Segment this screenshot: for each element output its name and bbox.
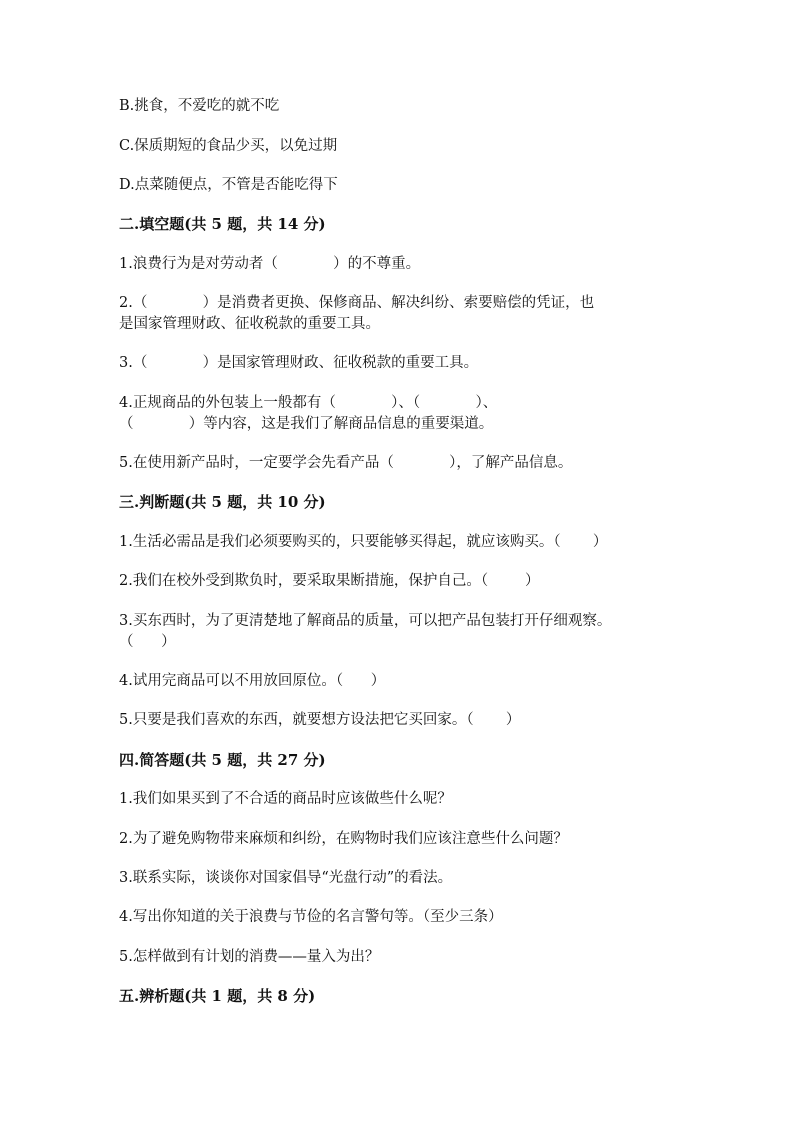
fill-blank-question-4-continued: （ ）等内容，这是我们了解商品信息的重要渠道。 <box>119 416 494 432</box>
true-false-question-3-continued: （ ） <box>119 634 176 650</box>
section-heading-fill-blank: 二.填空题(共 5 题，共 14 分) <box>119 215 326 233</box>
option-b: B.挑食，不爱吃的就不吃 <box>119 98 280 114</box>
short-answer-question-1: 1.我们如果买到了不合适的商品时应该做些什么呢？ <box>119 791 452 807</box>
true-false-question-3: 3.买东西时，为了更清楚地了解商品的质量，可以把产品包装打开仔细观察。 <box>119 613 612 629</box>
true-false-question-4: 4.试用完商品可以不用放回原位。（ ） <box>119 673 386 689</box>
fill-blank-question-3: 3.（ ）是国家管理财政、征收税款的重要工具。 <box>119 355 479 371</box>
fill-blank-question-4: 4.正规商品的外包装上一般都有（ ）、（ ）、 <box>119 395 498 411</box>
true-false-question-2: 2.我们在校外受到欺负时，要采取果断措施，保护自己。（ ） <box>119 573 540 589</box>
short-answer-question-4: 4.写出你知道的关于浪费与节俭的名言警句等。（至少三条） <box>119 909 503 925</box>
short-answer-question-2: 2.为了避免购物带来麻烦和纠纷，在购物时我们应该注意些什么问题？ <box>119 831 568 847</box>
short-answer-question-3: 3.联系实际，谈谈你对国家倡导“光盘行动”的看法。 <box>119 870 453 886</box>
short-answer-question-5: 5.怎样做到有计划的消费——量入为出？ <box>119 949 380 965</box>
fill-blank-question-2-continued: 是国家管理财政、征收税款的重要工具。 <box>119 316 380 332</box>
true-false-question-1: 1.生活必需品是我们必须要购买的，只要能够买得起，就应该购买。（ ） <box>119 534 608 550</box>
section-heading-true-false: 三.判断题(共 5 题，共 10 分) <box>119 493 326 511</box>
fill-blank-question-5: 5.在使用新产品时，一定要学会先看产品（ ），了解产品信息。 <box>119 455 573 471</box>
section-heading-short-answer: 四.简答题(共 5 题，共 27 分) <box>119 751 326 769</box>
option-d: D.点菜随便点，不管是否能吃得下 <box>119 177 338 193</box>
true-false-question-5: 5.只要是我们喜欢的东西，就要想方设法把它买回家。（ ） <box>119 712 521 728</box>
option-c: C.保质期短的食品少买，以免过期 <box>119 138 338 154</box>
fill-blank-question-2: 2.（ ）是消费者更换、保修商品、解决纠纷、索要赔偿的凭证，也 <box>119 295 595 311</box>
fill-blank-question-1: 1.浪费行为是对劳动者（ ）的不尊重。 <box>119 256 421 272</box>
section-heading-analysis: 五.辨析题(共 1 题，共 8 分) <box>119 987 316 1005</box>
